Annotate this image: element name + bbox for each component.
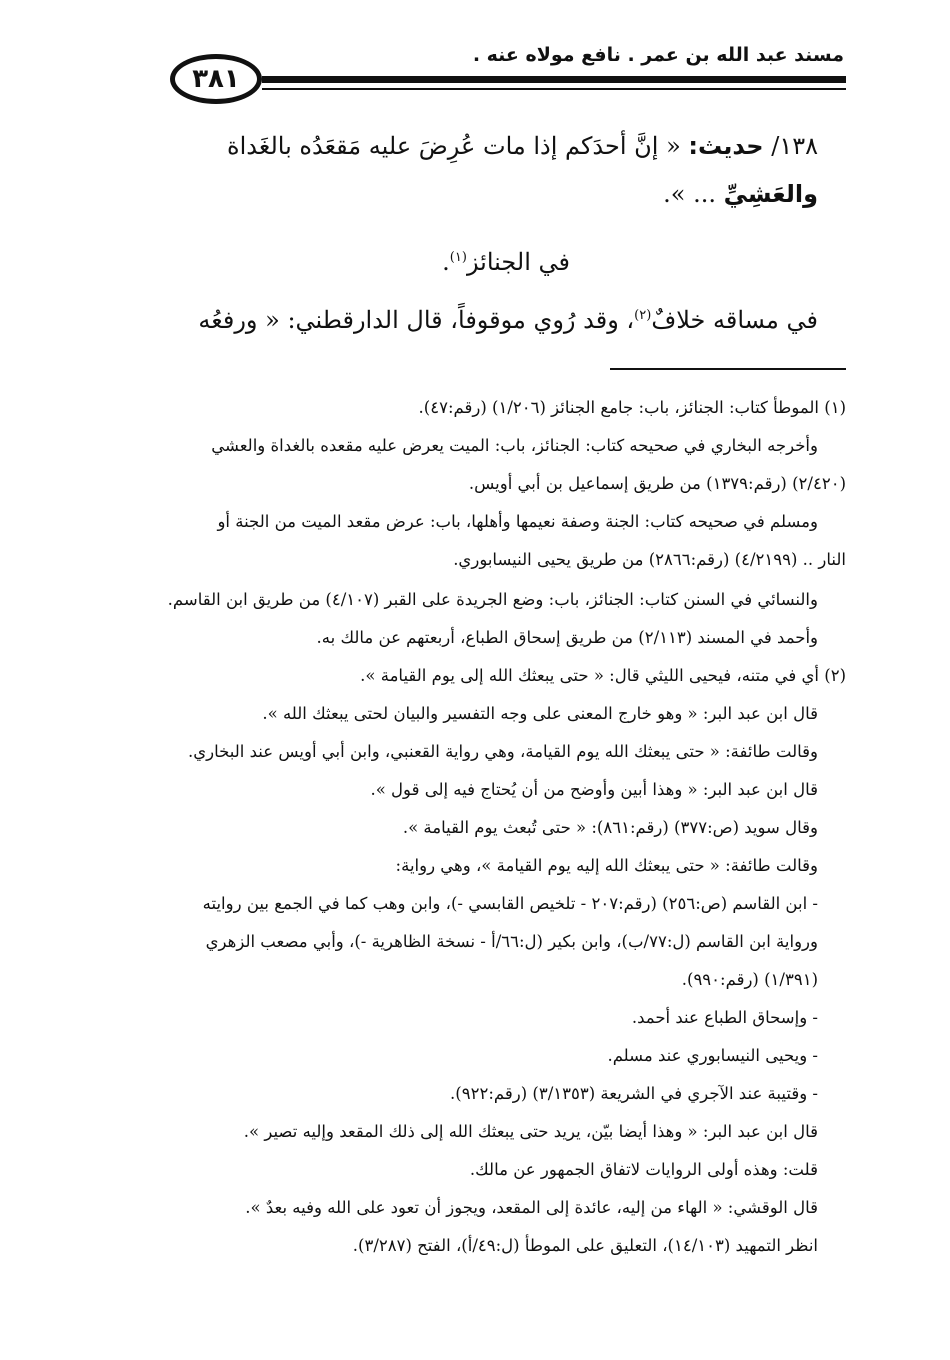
hadith-text-2: ... ». xyxy=(663,180,716,208)
hadith-text-1: « إنَّ أحدَكم إذا مات عُرِضَ عليه مَقعَدُه بالغَداة xyxy=(227,132,681,160)
footnote-line: - ويحيى النيسابوري عند مسلم. xyxy=(607,1046,818,1065)
footnote-line: وأخرجه البخاري في صحيحه كتاب: الجنائز، باب: الميت يعرض عليه مقعده بالغداة والعشي xyxy=(211,436,818,455)
reference-end: . xyxy=(442,248,450,276)
footnote-line: قال ابن عبد البر: « وهذا أيضا بيّن، يريد حتى يبعثك الله إلى ذلك المقعد وإليه تصير ». xyxy=(243,1122,818,1141)
running-title: مسند عبد الله بن عمر . نافع مولاه عنه . xyxy=(472,44,844,66)
hadith-line-2 xyxy=(106,180,818,208)
footnote-line: - وإسحاق الطباع عند أحمد. xyxy=(631,1008,818,1027)
header-rule-thin xyxy=(262,88,846,90)
footnote-line: وقالت طائفة: « حتى يبعثك الله إليه يوم القيامة »، وهي رواية: xyxy=(395,856,818,875)
footnote-line: وأحمد في المسند (٢/١١٣) من طريق إسحاق الطباع، أربعتهم عن مالك به. xyxy=(316,628,818,647)
footnote-line: ومسلم في صحيحه كتاب: الجنة وصفة نعيمها وأهلها، باب: عرض مقعد الميت من الجنة أو xyxy=(217,512,818,531)
header-rule xyxy=(262,76,846,83)
footnote-line: قال الوقشي: « الهاء من إليه، عائدة إلى المقعد، ويجوز أن تعود على الله وفيه بعدٌ ». xyxy=(245,1198,818,1217)
footnote-line: قال ابن عبد البر: « وهذا أبين وأوضح من أن يُحتاج فيه إلى قول ». xyxy=(370,780,818,799)
note-line xyxy=(198,306,818,334)
footnote-line: - ابن القاسم (ص:٢٥٦) (رقم:٢٠٧ - تلخيص القابسي -)، وابن وهب كما في الجمع بين روايته xyxy=(202,894,818,913)
footnote-line: (٢/٤٢٠) (رقم:١٣٧٩) من طريق إسماعيل بن أبي أويس. xyxy=(468,474,846,493)
note-text-a: في مساقه خلافٌ xyxy=(651,306,818,334)
hadith-number: ١٣٨/ xyxy=(771,132,818,160)
footnote-line: قال ابن عبد البر: « وهو خارج المعنى على وجه التفسير والبيان لحتى يبعثك الله ». xyxy=(262,704,818,723)
footnote-line: - وقتيبة عند الآجري في الشريعة (٣/١٣٥٣) (رقم:٩٢٢). xyxy=(450,1084,818,1103)
footnote-line: وقال سويد (ص:٣٧٧) (رقم:٨٦١): « حتى تُبعث يوم القيامة ». xyxy=(402,818,818,837)
footnote-line: (١) الموطأ كتاب: الجنائز، باب: جامع الجنائز (١/٢٠٦) (رقم:٤٧). xyxy=(418,398,846,417)
hadith-text-2-bold: والعَشِيِّ xyxy=(723,180,818,208)
footnote-marker-1: (١) xyxy=(449,250,467,265)
reference-text: في الجنائز xyxy=(466,248,570,276)
footnote-line: (٢) أي في متنه، فيحيى الليثي قال: « حتى يبعثك الله إلى يوم القيامة ». xyxy=(360,666,846,685)
footnote-separator xyxy=(610,368,846,370)
reference-line xyxy=(442,248,570,276)
footnote-line: وقالت طائفة: « حتى يبعثك الله يوم القيامة، وهي رواية القعنبي، وابن أبي أويس عند البخاري. xyxy=(188,742,818,761)
hadith-line-1 xyxy=(106,132,818,160)
page-number-text: ٣٨١ xyxy=(192,64,240,94)
page-number xyxy=(170,54,262,104)
footnote-line: والنسائي في السنن كتاب: الجنائز، باب: وضع الجريدة على القبر (٤/١٠٧) من طريق ابن القاسم. xyxy=(167,590,818,609)
footnote-line: النار .. (٤/٢١٩٩) (رقم:٢٨٦٦) من طريق يحيى النيسابوري. xyxy=(453,550,846,569)
hadith-label: حديث: xyxy=(688,132,764,160)
footnote-marker-2: (٢) xyxy=(634,308,652,323)
footnote-line: انظر التمهيد (١٤/١٠٣)، التعليق على الموطأ (ل:٤٩/أ)، الفتح (٣/٢٨٧). xyxy=(352,1236,818,1255)
footnote-line: (١/٣٩١) (رقم:٩٩٠). xyxy=(681,970,818,989)
footnote-line: قلت: وهذه أولى الروايات لاتفاق الجمهور عن مالك. xyxy=(469,1160,818,1179)
footnote-line: ورواية ابن القاسم (ل:٧٧/ب)، وابن بكير (ل:٦٦/أ - نسخة الظاهرية -)، وأبي مصعب الزهري xyxy=(205,932,818,951)
note-text-b: ، وقد رُوي موقوفاً، قال الدارقطني: « ورفعُه xyxy=(198,306,635,334)
